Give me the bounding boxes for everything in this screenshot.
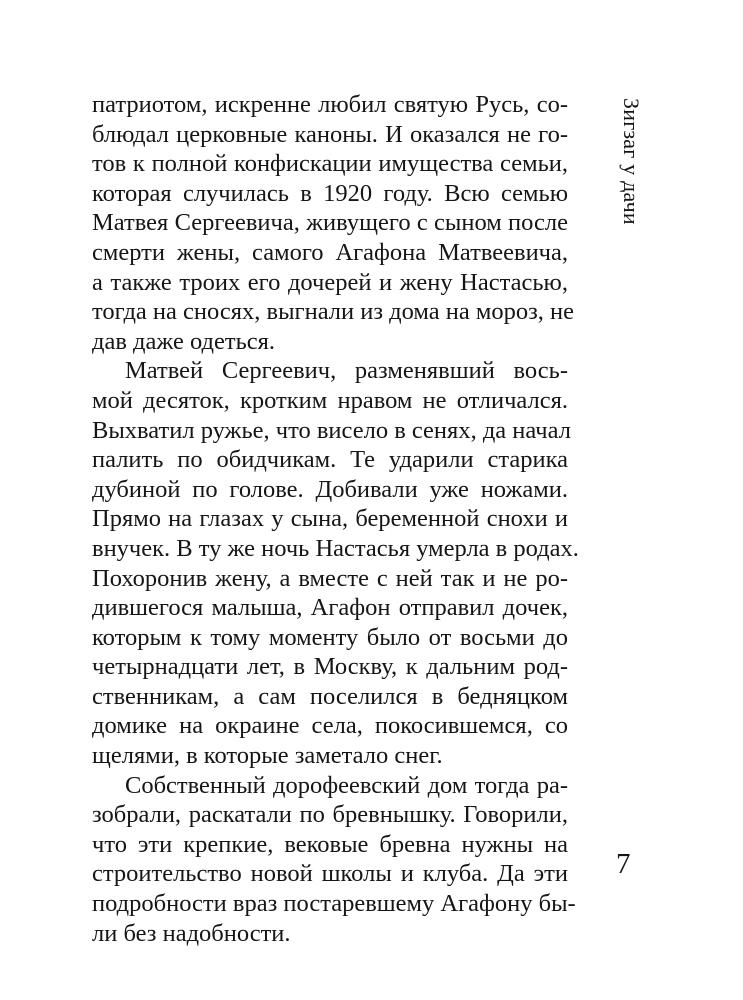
text-line: тов к полной конфискации имущества семьи, (92, 150, 568, 178)
text-line: которая случилась в 1920 году. Всю семью (92, 179, 568, 207)
text-line: щелями, в которые заметало снег. (92, 742, 443, 770)
text-line: дившегося малыша, Агафон отправил дочек, (92, 594, 568, 622)
text-line: палить по обидчикам. Те ударили старика (92, 446, 568, 474)
text-line: Матвея Сергеевича, живущего с сыном после (92, 209, 568, 237)
paragraph (92, 90, 575, 356)
text-line: подробности враз постаревшему Агафону бы- (92, 890, 576, 918)
text-line: смерти жены, самого Агафона Матвеевича, (92, 238, 568, 266)
body-text (92, 90, 579, 948)
text-line: внучек. В ту же ночь Настасья умерла в родах. (92, 534, 579, 562)
text-line: Похоронив жену, а вместе с ней так и не ро- (92, 564, 568, 592)
text-line: мой десяток, кротким нравом не отличался. (92, 386, 568, 414)
text-line: ственникам, а сам поселился в бедняцком (92, 682, 568, 710)
paragraph (92, 356, 579, 770)
text-line: блюдал церковные каноны. И оказался не го- (92, 120, 568, 148)
text-line: что эти крепкие, вековые бревна нужны на (92, 830, 568, 858)
text-line: которым к тому моменту было от восьми до (92, 623, 568, 651)
text-line: Выхватил ружье, что висело в сенях, да начал (92, 416, 571, 444)
text-line: строительство новой школы и клуба. Да эти (92, 860, 568, 888)
text-line: тогда на сносях, выгнали из дома на мороз, не (92, 298, 575, 326)
text-line: четырнадцати лет, в Москву, к дальним род- (92, 653, 568, 681)
paragraph (92, 771, 576, 949)
page-number: 7 (616, 848, 631, 880)
text-line: зобрали, раскатали по бревнышку. Говорили, (92, 801, 568, 829)
text-line: а также троих его дочерей и жену Настасью, (92, 268, 568, 296)
text-line: ли без надобности. (92, 919, 291, 947)
text-line: дубиной по голове. Добивали уже ножами. (92, 475, 568, 503)
text-line: Собственный дорофеевский дом тогда ра- (125, 771, 568, 799)
text-line: Матвей Сергеевич, разменявший вось- (125, 357, 568, 385)
text-line: дав даже одеться. (92, 327, 276, 355)
text-line: домике на окраине села, покосившемся, со (92, 712, 568, 740)
running-head: Зигзаг у дачи (619, 98, 644, 225)
text-line: Прямо на глазах у сына, беременной снохи и (92, 505, 568, 533)
text-line: патриотом, искренне любил святую Русь, со- (92, 91, 568, 118)
